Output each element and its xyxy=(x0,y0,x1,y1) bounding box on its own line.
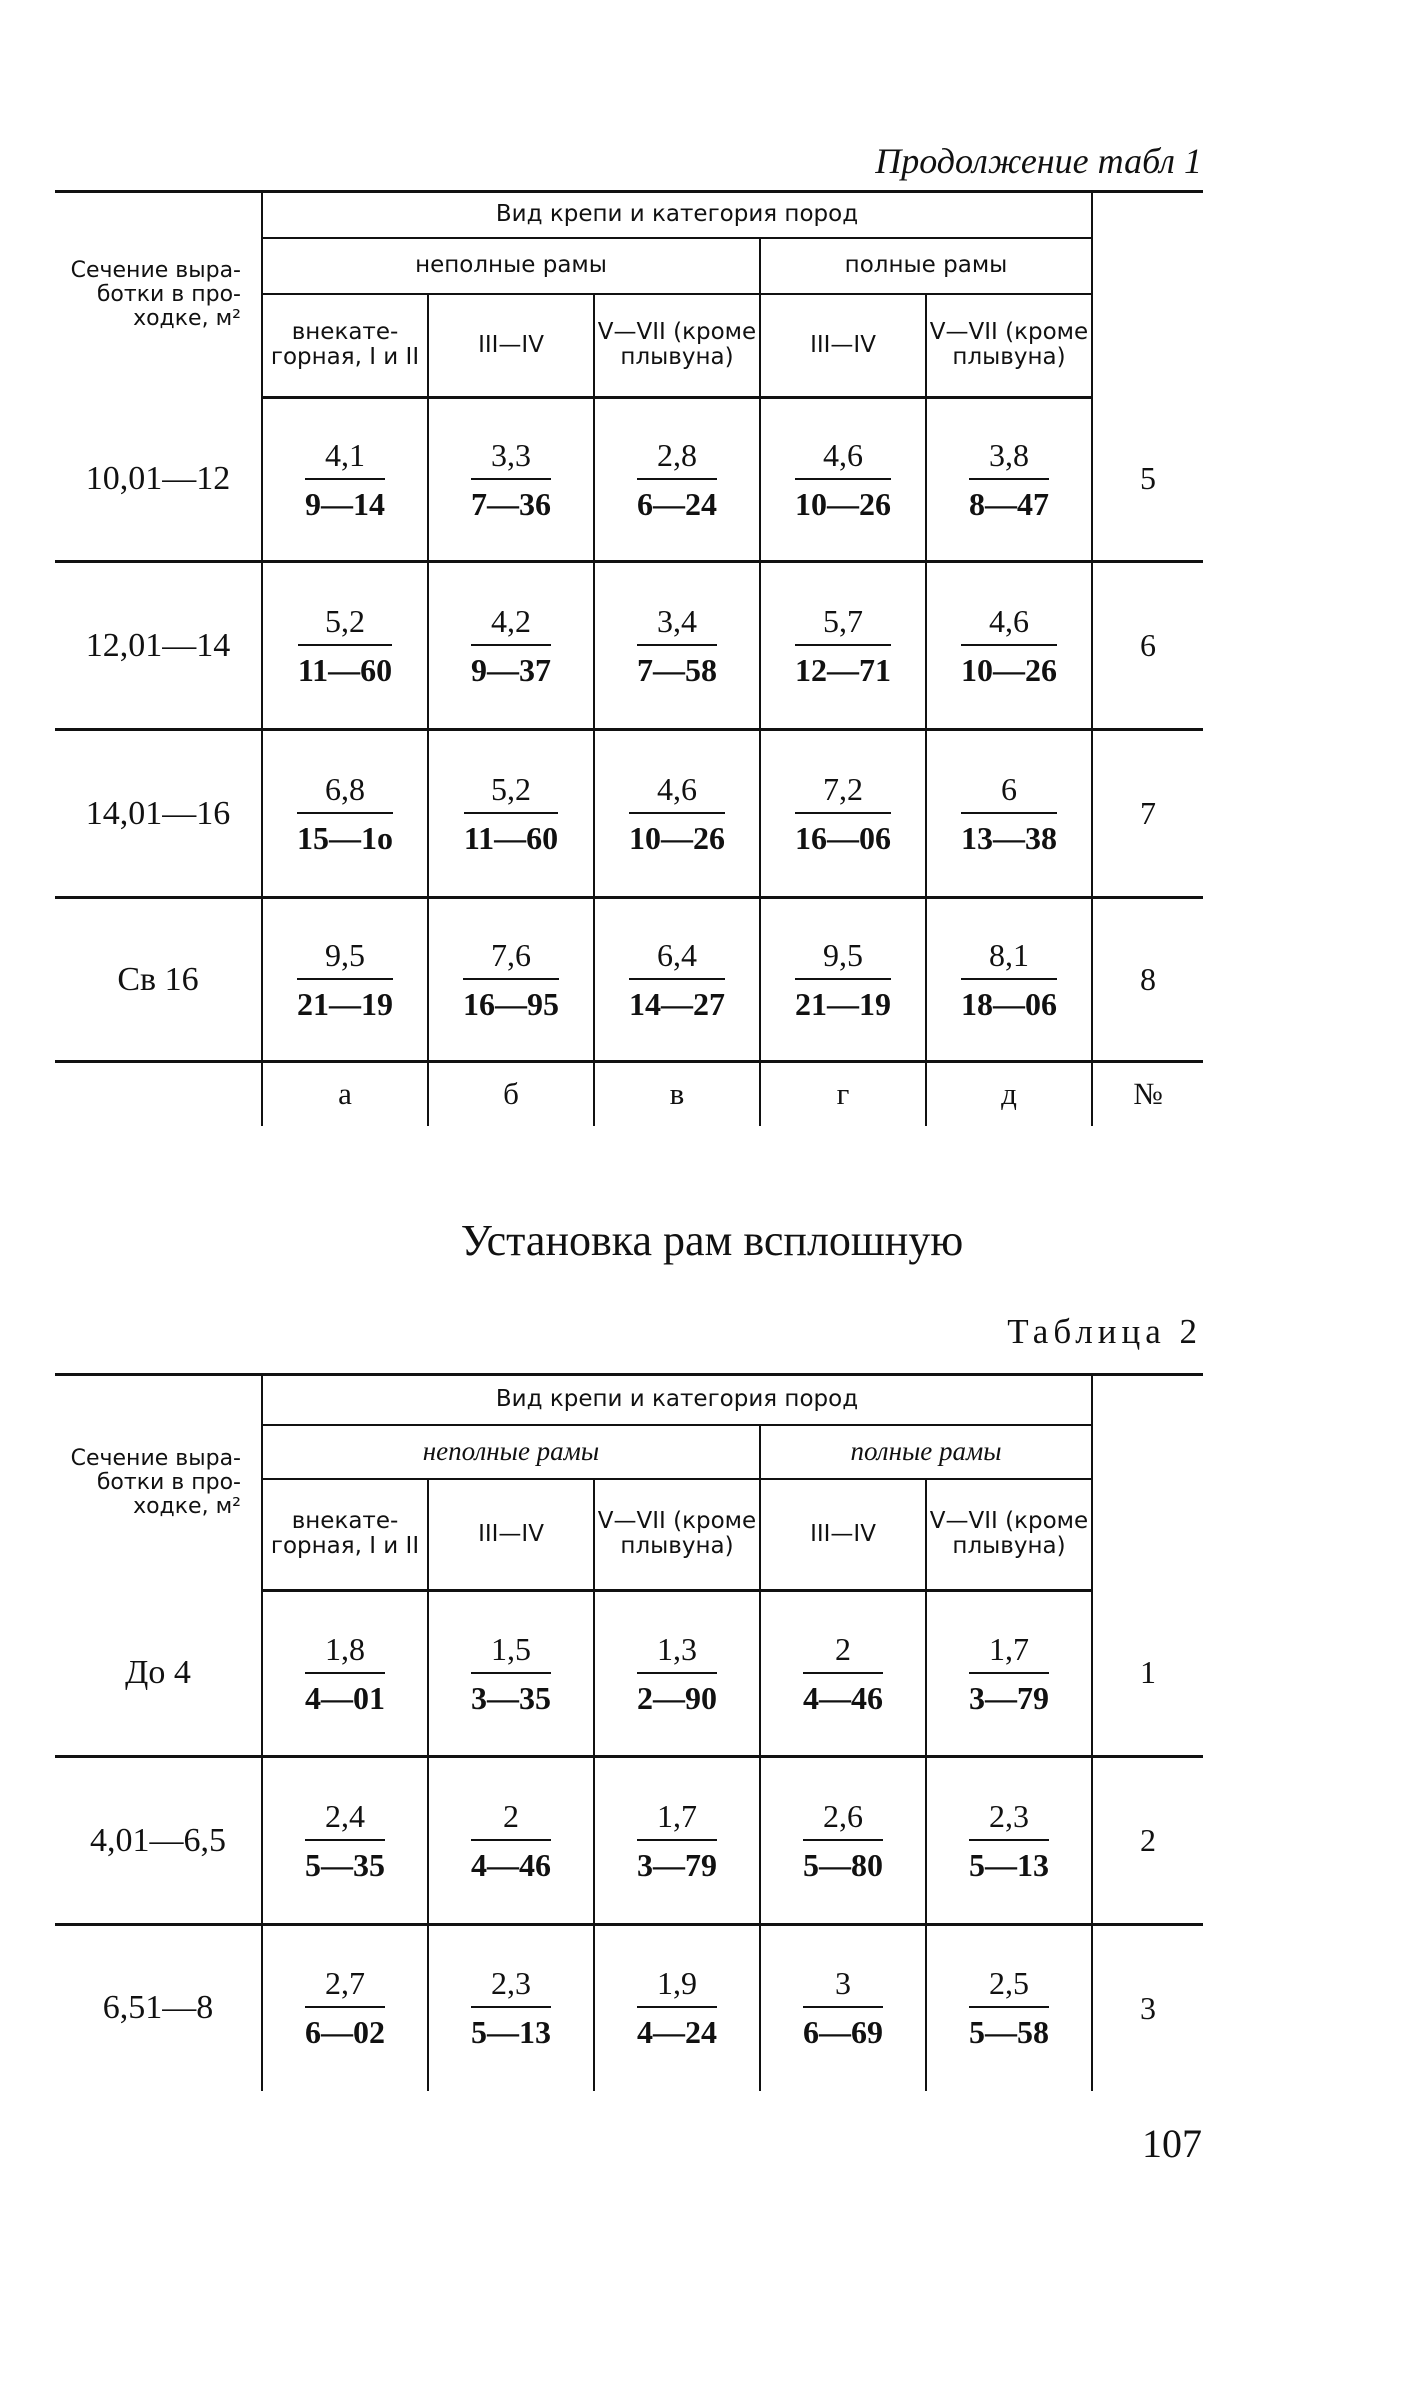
value-fraction: $\frac{4,2}{9—37}$ xyxy=(471,602,551,688)
header-group-full: полные рамы xyxy=(760,238,1092,294)
value-fraction: $\frac{2,6}{5—80}$ xyxy=(803,1797,883,1883)
row-label: 12,01—14 xyxy=(55,562,262,730)
header-group-full: полные рамы xyxy=(760,1425,1092,1479)
value-fraction: $\frac{1,7}{3—79}$ xyxy=(637,1797,717,1883)
value-fraction: $\frac{2,7}{6—02}$ xyxy=(305,1965,385,2051)
row-number: 5 xyxy=(1140,460,1156,497)
table-row xyxy=(55,730,1203,898)
value-fraction: $\frac{3,8}{8—47}$ xyxy=(969,436,1049,522)
value-fraction: $\frac{7,2}{16—06}$ xyxy=(795,770,891,856)
row-label: 14,01—16 xyxy=(55,730,262,898)
value-fraction: $\frac{7,6}{16—95}$ xyxy=(463,936,559,1022)
value-fraction: $\frac{9,5}{21—19}$ xyxy=(297,936,393,1022)
page-number: 107 xyxy=(1142,2121,1202,2166)
column-letter: в xyxy=(594,1062,760,1126)
column-letter-number: № xyxy=(1092,1062,1203,1126)
table-row xyxy=(55,398,1203,562)
stub-header: Сечение выра- ботки в про- ходке, м² xyxy=(55,1375,262,1591)
header-title: Вид крепи и категория пород xyxy=(262,192,1092,238)
value-fraction: $\frac{1,7}{3—79}$ xyxy=(969,1630,1049,1716)
value-fraction: $\frac{8,1}{18—06}$ xyxy=(961,936,1057,1022)
row-label: 6,51—8 xyxy=(55,1925,262,2091)
value-fraction: $\frac{2}{4—46}$ xyxy=(471,1797,551,1883)
row-label: Св 16 xyxy=(55,898,262,1062)
column-letter: д xyxy=(926,1062,1092,1126)
row-number: 3 xyxy=(1092,1925,1203,2091)
value-fraction: $\frac{9,5}{21—19}$ xyxy=(795,936,891,1022)
row-number: 6 xyxy=(1092,562,1203,730)
value-fraction: $\frac{5,2}{11—60}$ xyxy=(463,770,559,856)
table-2-caption: Таблица 2 xyxy=(1007,1312,1202,1351)
table-1 xyxy=(55,190,1203,1126)
col-header-2: III—IV xyxy=(428,1479,594,1591)
value-fraction: $\frac{5,2}{11—60}$ xyxy=(297,602,393,688)
value-fraction: $\frac{6,4}{14—27}$ xyxy=(629,936,725,1022)
value-fraction: $\frac{5,7}{12—71}$ xyxy=(795,602,891,688)
row-number: 8 xyxy=(1092,898,1203,1062)
value-fraction: $\frac{3}{6—69}$ xyxy=(803,1965,883,2051)
section-title: Установка рам всплошную xyxy=(460,1216,964,1265)
value-fraction: $\frac{4,6}{10—26}$ xyxy=(795,436,891,522)
value-fraction: $\frac{4,6}{10—26}$ xyxy=(961,602,1057,688)
col-header-1: внекате- горная, I и II xyxy=(262,294,428,398)
value-fraction: $\frac{2,3}{5—13}$ xyxy=(471,1965,551,2051)
col-header-4: III—IV xyxy=(760,294,926,398)
value-fraction: $\frac{3,3}{7—36}$ xyxy=(471,436,551,522)
value-fraction: $\frac{1,9}{4—24}$ xyxy=(637,1965,717,2051)
value-fraction: $\frac{4,1}{9—14}$ xyxy=(305,436,385,522)
column-letter: г xyxy=(760,1062,926,1126)
row-number: 7 xyxy=(1092,730,1203,898)
header-group-partial: неполные рамы xyxy=(262,238,760,294)
value-fraction: $\frac{6}{13—38}$ xyxy=(961,770,1057,856)
value-fraction: $\frac{2,3}{5—13}$ xyxy=(969,1797,1049,1883)
table-row xyxy=(55,1591,1203,1757)
col-header-5: V—VII (кроме плывуна) xyxy=(926,1479,1092,1591)
column-letter: а xyxy=(262,1062,428,1126)
table-row xyxy=(55,1925,1203,2091)
col-header-2: III—IV xyxy=(428,294,594,398)
row-number: 2 xyxy=(1092,1757,1203,1925)
column-letters-row xyxy=(55,1062,1203,1126)
column-letter: б xyxy=(428,1062,594,1126)
col-header-5: V—VII (кроме плывуна) xyxy=(926,294,1092,398)
value-fraction: $\frac{2,4}{5—35}$ xyxy=(305,1797,385,1883)
header-group-partial: неполные рамы xyxy=(262,1425,760,1479)
value-fraction: $\frac{3,4}{7—58}$ xyxy=(637,602,717,688)
table-row xyxy=(55,562,1203,730)
value-fraction: $\frac{2}{4—46}$ xyxy=(803,1630,883,1716)
value-fraction: $\frac{2,5}{5—58}$ xyxy=(969,1965,1049,2051)
header-title: Вид крепи и категория пород xyxy=(262,1375,1092,1425)
table-continuation-caption: Продолжение табл 1 xyxy=(875,141,1202,181)
table-row xyxy=(55,898,1203,1062)
value-fraction: $\frac{6,8}{15—1о}$ xyxy=(297,770,393,856)
col-header-3: V—VII (кроме плывуна) xyxy=(594,294,760,398)
value-fraction: $\frac{1,8}{4—01}$ xyxy=(305,1630,385,1716)
value-fraction: $\frac{2,8}{6—24}$ xyxy=(637,436,717,522)
col-header-1: внекате- горная, I и II xyxy=(262,1479,428,1591)
col-header-3: V—VII (кроме плывуна) xyxy=(594,1479,760,1591)
table-2 xyxy=(55,1373,1203,2091)
value-fraction: $\frac{1,3}{2—90}$ xyxy=(637,1630,717,1716)
table-row xyxy=(55,1757,1203,1925)
row-label: 10,01—12 xyxy=(85,459,231,497)
row-number: 1 xyxy=(1140,1654,1156,1691)
col-header-4: III—IV xyxy=(760,1479,926,1591)
row-label: 4,01—6,5 xyxy=(55,1757,262,1925)
stub-header: Сечение выра- ботки в про- ходке, м² xyxy=(55,192,262,398)
value-fraction: $\frac{1,5}{3—35}$ xyxy=(471,1630,551,1716)
value-fraction: $\frac{4,6}{10—26}$ xyxy=(629,770,725,856)
row-label: До 4 xyxy=(125,1653,191,1691)
